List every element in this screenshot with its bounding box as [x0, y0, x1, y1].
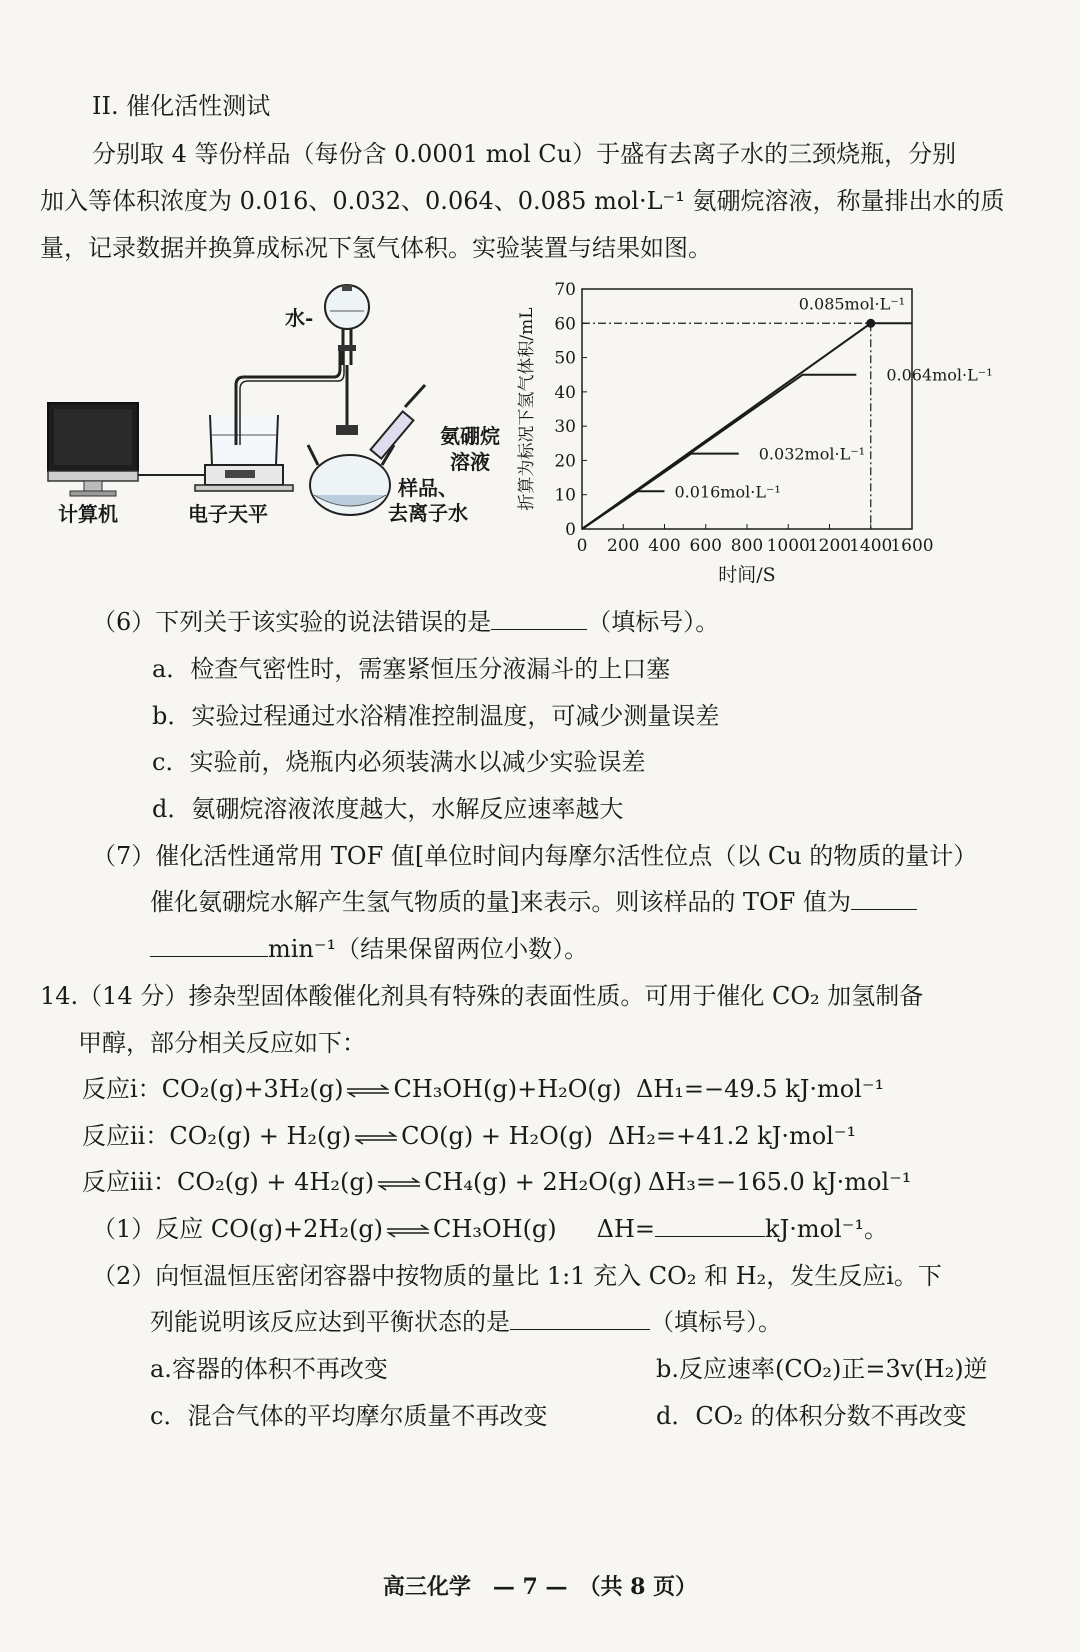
- x-tick-label: 600: [689, 536, 722, 556]
- x-tick-label: 1000: [766, 536, 810, 556]
- y-tick-label: 70: [554, 280, 576, 300]
- q14-sub2-answer-blank[interactable]: [510, 1307, 650, 1330]
- q14-sub2-option-b: b.反应速率(CO₂)正=3v(H₂)逆: [656, 1355, 988, 1383]
- page-footer: 高三化学 — 7 — （共 8 页）: [382, 1574, 698, 1600]
- label-balance: 电子天平: [188, 502, 268, 526]
- x-tick-label: 1200: [807, 536, 852, 556]
- q14-sub1: （1）反应 CO(g)+2H₂(g) CH₃OH(g) ΔH= kJ·mol⁻¹。: [92, 1215, 888, 1243]
- q14-sub2-line-2: 列能说明该反应达到平衡状态的是 （填标号）。: [150, 1308, 782, 1336]
- x-tick-label: 0: [576, 536, 588, 556]
- q7-line-2: 催化氨硼烷水解产生氢气物质的量]来表示。则该样品的 TOF 值为: [150, 886, 917, 918]
- section-title: II. 催化活性测试: [92, 92, 271, 120]
- reaction-i: 反应i：CO₂(g)+3H₂(g) CH₃OH(g)+H₂O(g): [82, 1075, 622, 1103]
- reaction-iii: 反应iii：CO₂(g) + 4H₂(g) CH₄(g) + 2H₂O(g): [82, 1168, 643, 1196]
- intro-line-3: 量，记录数据并换算成标况下氢气体积。实验装置与结果如图。: [40, 234, 712, 262]
- y-tick-label: 10: [554, 485, 576, 506]
- y-axis-label: 折算为标况下氢气体积/mL: [517, 307, 537, 511]
- computer-icon: [48, 403, 138, 496]
- y-tick-label: 30: [554, 417, 576, 438]
- q14-sub1-answer-blank[interactable]: [655, 1214, 765, 1237]
- x-tick-label: 1600: [890, 536, 934, 556]
- y-tick-label: 0: [565, 520, 576, 540]
- equilibrium-arrow-icon: [376, 1178, 422, 1190]
- equilibrium-arrow-icon: [345, 1085, 391, 1097]
- series-label-2: 0.032mol·L⁻¹: [758, 444, 866, 464]
- hydrogen-volume-chart: [510, 275, 993, 595]
- series-label-3: 0.064mol·L⁻¹: [886, 365, 993, 385]
- q14-sub2-option-d: d．CO₂ 的体积分数不再改变: [656, 1402, 967, 1430]
- x-axis-label: 时间/S: [718, 564, 776, 586]
- y-tick-label: 40: [554, 382, 576, 403]
- series-label-1: 0.016mol·L⁻¹: [674, 482, 781, 502]
- label-solution-2: 溶液: [450, 450, 490, 474]
- q14-sub2-option-a: a.容器的体积不再改变: [150, 1355, 388, 1383]
- q7-answer-blank-1[interactable]: [851, 887, 917, 910]
- x-tick-label: 200: [607, 536, 640, 556]
- equilibrium-arrow-icon: [385, 1225, 431, 1237]
- q6-answer-blank[interactable]: [491, 607, 587, 630]
- equilibrium-arrow-icon: [353, 1132, 399, 1144]
- label-solution-1: 氨硼烷: [440, 424, 500, 448]
- label-water: 水-: [285, 306, 314, 330]
- reference-point-marker: [866, 319, 875, 328]
- intro-line-1: 分别取 4 等份样品（每份含 0.0001 mol Cu）于盛有去离子水的三颈烧瓶，分别: [92, 140, 957, 168]
- q6-option-d: d．氨硼烷溶液浓度越大，水解反应速率越大: [152, 795, 624, 823]
- y-tick-label: 60: [554, 314, 576, 335]
- q14-line-1: 14.（14 分）掺杂型固体酸催化剂具有特殊的表面性质。可用于催化 CO₂ 加氢制备: [40, 982, 924, 1010]
- funnel-icon: [325, 285, 369, 435]
- reaction-i-enthalpy: ΔH₁=−49.5 kJ·mol⁻¹: [636, 1075, 885, 1103]
- x-tick-label: 1400: [849, 536, 893, 556]
- reaction-ii: 反应ii：CO₂(g) + H₂(g) CO(g) + H₂O(g): [82, 1122, 593, 1150]
- x-tick-label: 800: [730, 536, 764, 556]
- q14-sub2-option-c: c．混合气体的平均摩尔质量不再改变: [150, 1402, 548, 1430]
- label-sample-1: 样品、: [398, 476, 458, 500]
- q6-option-a: a．检查气密性时，需塞紧恒压分液漏斗的上口塞: [152, 655, 671, 683]
- label-sample-2: 去离子水: [388, 501, 468, 525]
- x-tick-label: 400: [648, 536, 681, 556]
- q6-stem: （6）下列关于该实验的说法错误的是 （填标号）。: [92, 608, 720, 636]
- q6-option-c: c．实验前，烧瓶内必须装满水以减少实验误差: [152, 748, 646, 776]
- balance-icon: [195, 415, 293, 491]
- reaction-iii-enthalpy: ΔH₃=−165.0 kJ·mol⁻¹: [648, 1168, 912, 1196]
- y-tick-label: 50: [554, 348, 576, 369]
- q14-sub2-line-1: （2）向恒温恒压密闭容器中按物质的量比 1:1 充入 CO₂ 和 H₂，发生反应i。下: [92, 1262, 942, 1290]
- y-tick-label: 20: [554, 451, 576, 472]
- intro-line-2: 加入等体积浓度为 0.016、0.032、0.064、0.085 mol·L⁻¹ 氨硼烷溶液，称量排出水的质: [40, 187, 1005, 215]
- series-line-1: [582, 491, 665, 529]
- q14-line-2: 甲醇，部分相关反应如下：: [78, 1029, 366, 1057]
- q7-answer-blank-2[interactable]: [150, 934, 268, 957]
- series-label-4: 0.085mol·L⁻¹: [798, 294, 906, 314]
- label-computer: 计算机: [58, 502, 118, 526]
- reaction-ii-enthalpy: ΔH₂=+41.2 kJ·mol⁻¹: [608, 1122, 857, 1150]
- q7-line-1: （7）催化活性通常用 TOF 值[单位时间内每摩尔活性位点（以 Cu 的物质的量计）: [92, 842, 978, 870]
- q7-line-3: min⁻¹（结果保留两位小数）。: [150, 933, 588, 965]
- q6-option-b: b．实验过程通过水浴精准控制温度，可减少测量误差: [152, 702, 720, 730]
